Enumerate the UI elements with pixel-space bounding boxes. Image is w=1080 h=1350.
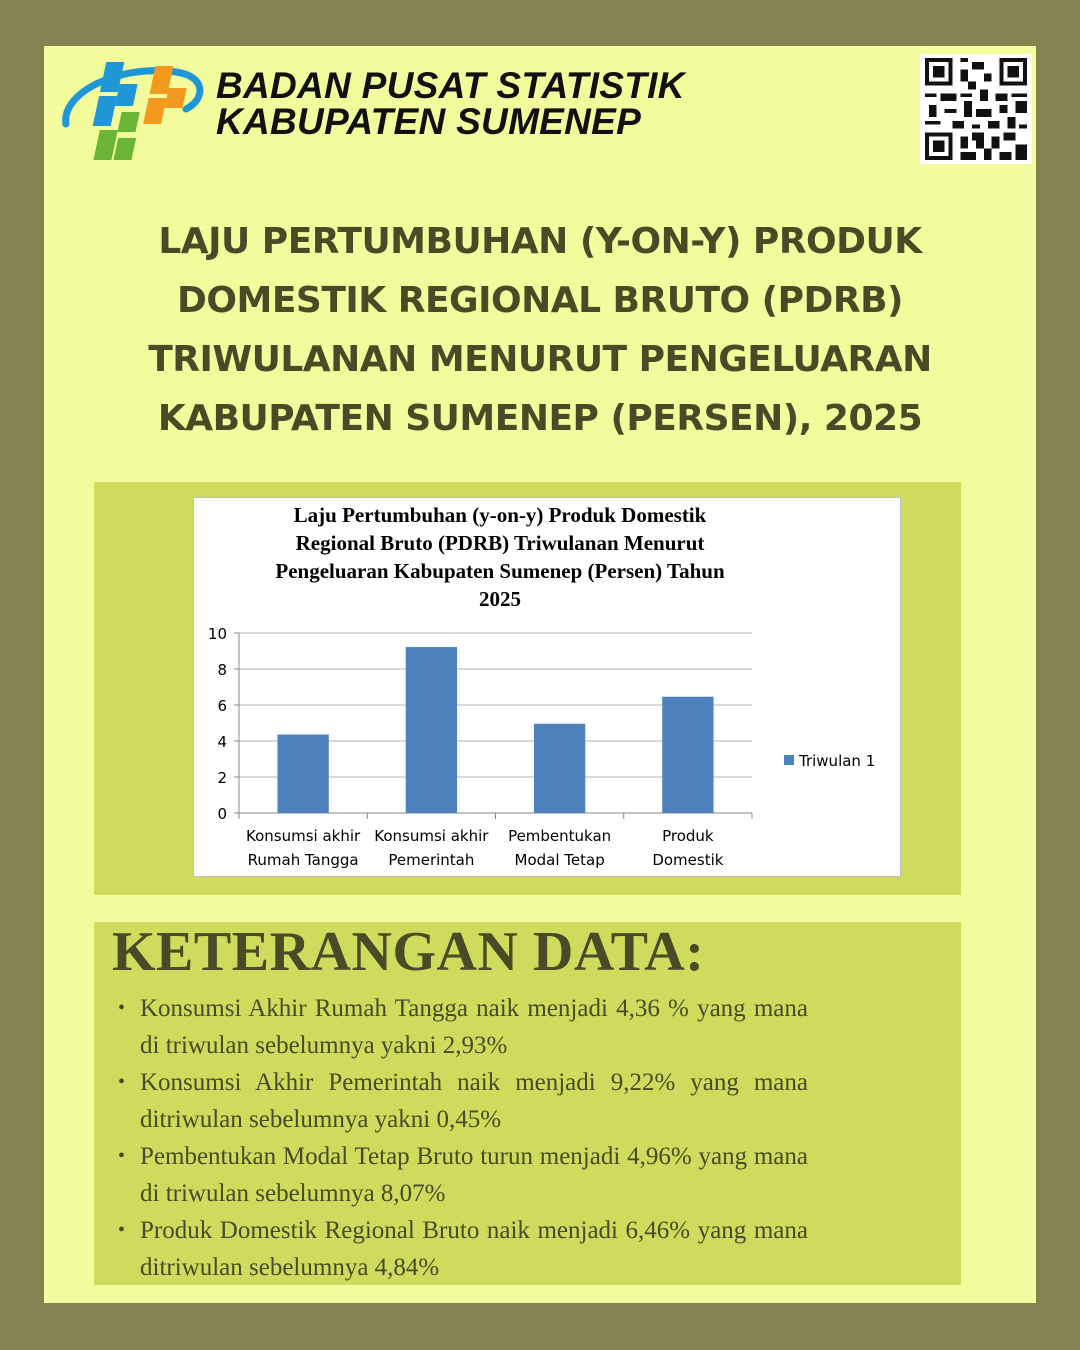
x-tick-label: Produk: [662, 827, 714, 845]
y-tick-label: 0: [217, 805, 227, 823]
chart-title-line: Laju Pertumbuhan (y-on-y) Produk Domestik: [293, 503, 707, 527]
keterangan-item-rumah-tangga: • Konsumsi Akhir Rumah Tangga naik menjadi 4,36 % yang mana di triwulan sebelumnya yakni 2,93%: [140, 990, 808, 1064]
keterangan-item-pdrb: • Produk Domestik Regional Bruto naik menjadi 6,46% yang mana ditriwulan sebelumnya 4,84%: [140, 1212, 808, 1286]
infographic-page: [44, 46, 1036, 1303]
legend-swatch: [784, 755, 794, 765]
x-tick-label: Domestik: [652, 851, 724, 869]
qr-code-icon[interactable]: [920, 54, 1032, 164]
headline-line-4: KABUPATEN SUMENEP (PERSEN), 2025: [157, 398, 923, 439]
keterangan-panel: [94, 922, 961, 1285]
x-tick-label: Pembentukan: [508, 827, 612, 845]
headline-line-3: TRIWULANAN MENURUT PENGELUARAN: [148, 339, 932, 380]
bar: [534, 724, 585, 813]
bar-chart-svg: [194, 498, 902, 878]
y-tick-label: 8: [217, 661, 227, 679]
bar: [662, 697, 713, 813]
org-line-2: KABUPATEN SUMENEP: [216, 101, 642, 142]
chart-title-line: 2025: [479, 587, 521, 611]
bar-chart: [193, 497, 901, 877]
y-tick-label: 2: [217, 769, 227, 787]
bar: [277, 735, 328, 813]
chart-title-line: Pengeluaran Kabupaten Sumenep (Persen) Tahun: [275, 559, 725, 583]
x-tick-label: Modal Tetap: [514, 851, 605, 869]
legend-label: Triwulan 1: [799, 752, 876, 770]
y-tick-label: 10: [207, 625, 227, 643]
x-tick-label: Konsumsi akhir: [374, 827, 489, 845]
keterangan-list: [140, 990, 808, 1286]
keterangan-item-modal-tetap: • Pembentukan Modal Tetap Bruto turun menjadi 4,96% yang mana di triwulan sebelumnya 8,07%: [140, 1138, 808, 1212]
bps-logo-icon: [56, 54, 206, 172]
x-tick-label: Pemerintah: [388, 851, 475, 869]
keterangan-item-pemerintah: • Konsumsi Akhir Pemerintah naik menjadi 9,22% yang mana ditriwulan sebelumnya yakni 0,45%: [140, 1064, 808, 1138]
x-tick-label: Rumah Tangga: [247, 851, 359, 869]
headline-line-2: DOMESTIK REGIONAL BRUTO (PDRB): [177, 280, 903, 321]
y-tick-label: 4: [217, 733, 227, 751]
chart-panel: [94, 482, 961, 895]
chart-title-line: Regional Bruto (PDRB) Triwulanan Menurut: [295, 531, 705, 555]
org-line-1: BADAN PUSAT STATISTIK: [216, 65, 685, 106]
y-tick-label: 6: [217, 697, 227, 715]
x-tick-label: Konsumsi akhir: [246, 827, 361, 845]
keterangan-title: KETERANGAN DATA:: [112, 921, 705, 983]
bar: [406, 647, 457, 813]
headline: [44, 212, 1036, 448]
organization-name: [216, 65, 685, 142]
headline-line-1: LAJU PERTUMBUHAN (Y-ON-Y) PRODUK: [158, 221, 922, 262]
